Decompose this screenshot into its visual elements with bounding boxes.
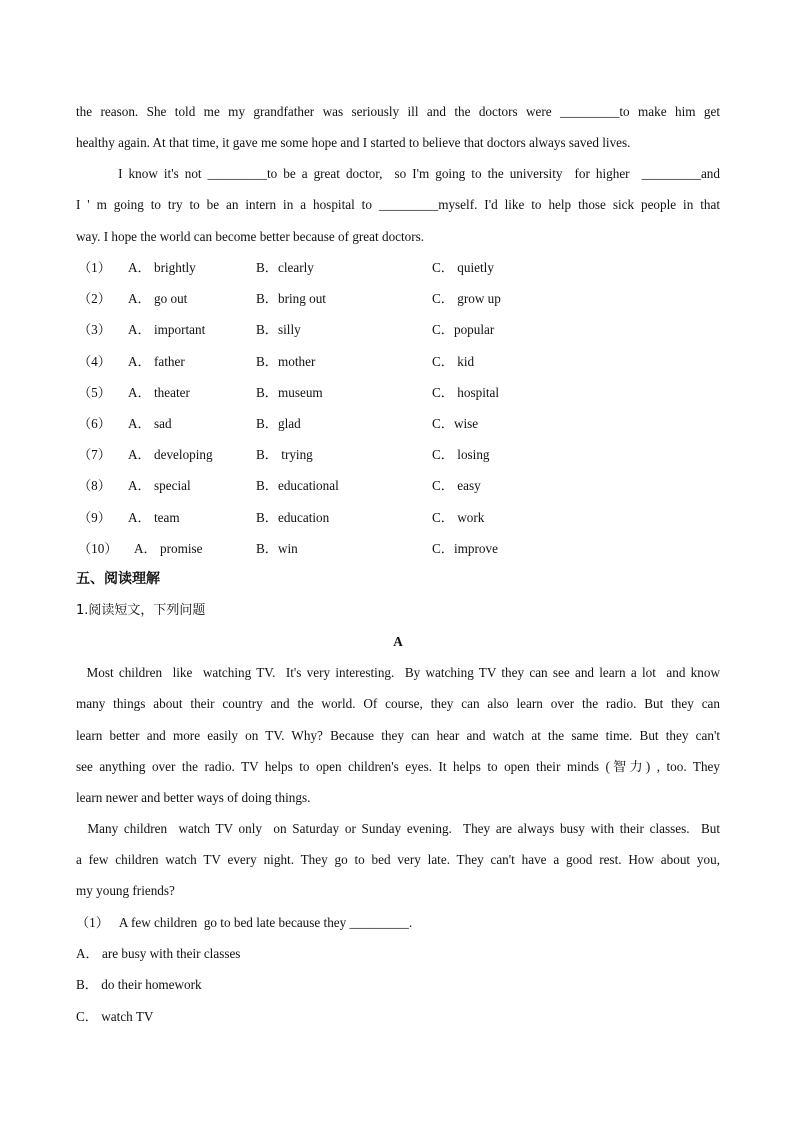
question-stem: （1） A few children go to bed late because they _________. [76, 915, 413, 930]
question-number: （10） [78, 541, 118, 556]
question-number: （9） [78, 510, 111, 525]
passage-line: the reason. She told me my grandfather was seriously ill and the doctors were _________to make him get [76, 104, 720, 119]
option-c[interactable]: C．popular [432, 322, 495, 337]
option-a[interactable]: A． go out [128, 291, 188, 306]
option-b[interactable]: B．educational [256, 478, 339, 493]
passage-title: A [393, 634, 403, 649]
option-c[interactable]: C． hospital [432, 385, 500, 400]
option-c[interactable]: C．wise [432, 416, 479, 431]
option-row-7 [76, 445, 720, 465]
option-c[interactable]: C． kid [432, 354, 475, 369]
option-c[interactable]: C． quietly [432, 260, 494, 275]
option-b[interactable]: B．museum [256, 385, 323, 400]
passage-line: I ' m going to try to be an intern in a hospital to _________myself. I'd like to help those sick people in that [76, 197, 720, 212]
question-number: （2） [78, 291, 111, 306]
option-row-6 [76, 414, 720, 434]
paragraph-line: many things about their country and the world. Of course, they can also learn over the radio. But they can [76, 696, 720, 711]
question-number: （6） [78, 416, 111, 431]
option-row-5 [76, 383, 720, 403]
paragraph-line: my young friends? [76, 883, 175, 898]
paragraph-line: Many children watch TV only on Saturday or Sunday evening. They are always busy with their classes. But [76, 821, 720, 836]
option-a[interactable]: A． special [128, 478, 191, 493]
option-b[interactable]: B．clearly [256, 260, 314, 275]
answer-choice-b[interactable]: B． do their homework [76, 977, 202, 992]
question-number: （7） [78, 447, 111, 462]
section-heading: 五、阅读理解 [76, 571, 160, 587]
option-c[interactable]: C．improve [432, 541, 498, 556]
option-a[interactable]: A． team [128, 510, 180, 525]
passage-line: way. I hope the world can become better because of great doctors. [76, 229, 425, 244]
option-b[interactable]: B．glad [256, 416, 301, 431]
option-row-10 [76, 539, 720, 559]
option-b[interactable]: B．win [256, 541, 298, 556]
option-b[interactable]: B．silly [256, 322, 301, 337]
option-row-4 [76, 352, 720, 372]
option-a[interactable]: A． father [128, 354, 185, 369]
option-c[interactable]: C． easy [432, 478, 481, 493]
option-row-9 [76, 508, 720, 528]
option-a[interactable]: A． developing [128, 447, 213, 462]
answer-choice-a[interactable]: A． are busy with their classes [76, 946, 241, 961]
option-a[interactable]: A． sad [128, 416, 172, 431]
option-c[interactable]: C． grow up [432, 291, 501, 306]
option-a[interactable]: A． important [128, 322, 206, 337]
question-number: （5） [78, 385, 111, 400]
option-b[interactable]: B．bring out [256, 291, 326, 306]
option-b[interactable]: B． trying [256, 447, 313, 462]
option-row-2 [76, 289, 720, 309]
paragraph-line: a few children watch TV every night. They go to bed very late. They can't have a good rest. How about you, [76, 852, 720, 867]
option-a[interactable]: A． brightly [128, 260, 196, 275]
option-a[interactable]: A． promise [134, 541, 203, 556]
option-row-8 [76, 476, 720, 496]
paragraph-line: Most children like watching TV. It's very interesting. By watching TV they can see and learn a lot and know [76, 665, 720, 680]
option-a[interactable]: A． theater [128, 385, 190, 400]
paragraph-line: learn better and more easily on TV. Why? Because they can hear and watch at the same time. But they can't [76, 728, 720, 743]
paragraph-line: see anything over the radio. TV helps to open children's eyes. It helps to open their minds (智力) , too. They [76, 759, 720, 774]
paragraph-line: learn newer and better ways of doing things. [76, 790, 311, 805]
option-c[interactable]: C． work [432, 510, 485, 525]
section-instruction: 1.阅读短文，下列问题 [76, 603, 206, 618]
option-row-1 [76, 258, 720, 278]
question-number: （1） [78, 260, 111, 275]
option-b[interactable]: B．education [256, 510, 330, 525]
question-number: （3） [78, 322, 111, 337]
option-c[interactable]: C． losing [432, 447, 490, 462]
passage-line: healthy again. At that time, it gave me some hope and I started to believe that doctors always saved lives. [76, 135, 631, 150]
passage-line: I know it's not _________to be a great doctor, so I'm going to the university for higher _________and [76, 166, 720, 181]
question-number: （4） [78, 354, 111, 369]
option-b[interactable]: B．mother [256, 354, 316, 369]
question-number: （8） [78, 478, 111, 493]
option-row-3 [76, 320, 720, 340]
answer-choice-c[interactable]: C． watch TV [76, 1009, 154, 1024]
